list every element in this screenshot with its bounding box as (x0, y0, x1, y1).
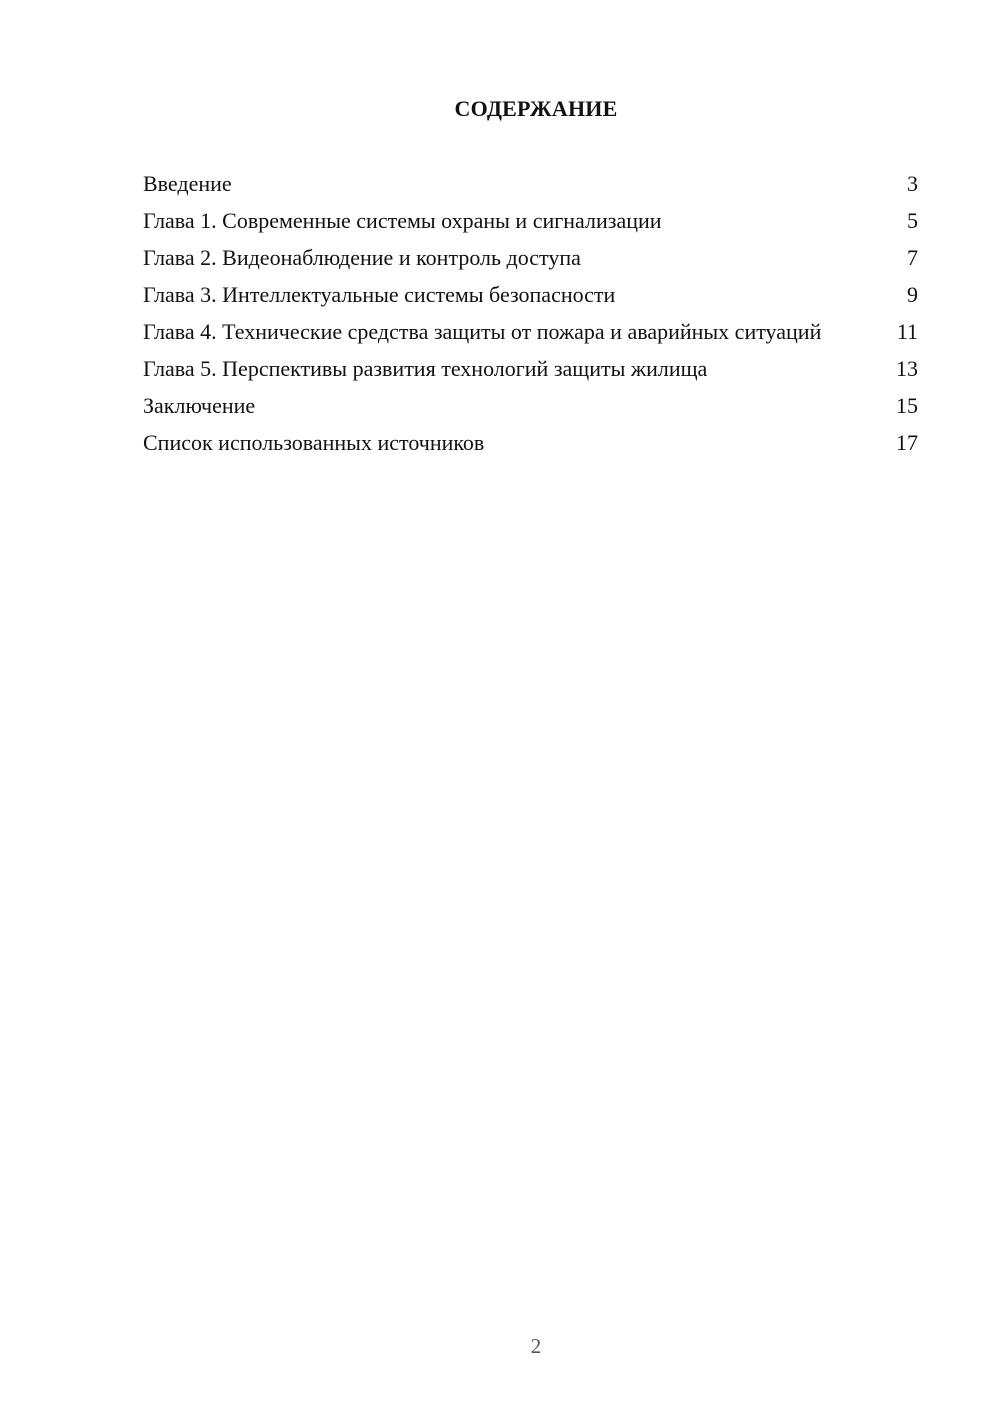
table-of-contents (143, 170, 918, 466)
toc-entry (143, 281, 918, 309)
toc-entry-title: Глава 2. Видеонаблюдение и контроль доступа (143, 245, 581, 270)
toc-entry-page: 3 (907, 171, 918, 196)
toc-entry (143, 355, 918, 383)
toc-entry-title: Список использованных источников (143, 430, 485, 455)
toc-entry-page: 13 (896, 356, 918, 381)
toc-entry (143, 429, 918, 457)
toc-entry (143, 392, 918, 420)
toc-entry (143, 207, 918, 235)
toc-entry (143, 170, 918, 198)
toc-entry-page: 11 (896, 319, 918, 344)
toc-entry-page: 15 (896, 393, 918, 418)
toc-entry (143, 318, 918, 346)
toc-entry-page: 9 (907, 282, 918, 307)
toc-entry-title: Глава 3. Интеллектуальные системы безопасности (143, 282, 616, 307)
toc-entry (143, 244, 918, 272)
page-title: СОДЕРЖАНИЕ (454, 96, 618, 121)
toc-entry-page: 7 (907, 245, 918, 270)
toc-entry-page: 5 (907, 208, 918, 233)
toc-entry-title: Глава 1. Современные системы охраны и сигнализации (143, 208, 662, 233)
toc-entry-title: Заключение (143, 393, 256, 418)
toc-entry-page: 17 (896, 430, 918, 455)
toc-entry-title: Глава 4. Технические средства защиты от пожара и аварийных ситуаций (143, 319, 822, 344)
toc-entry-title: Введение (143, 171, 232, 196)
toc-entry-title: Глава 5. Перспективы развития технологий защиты жилища (143, 356, 708, 381)
page-number: 2 (530, 1334, 542, 1358)
